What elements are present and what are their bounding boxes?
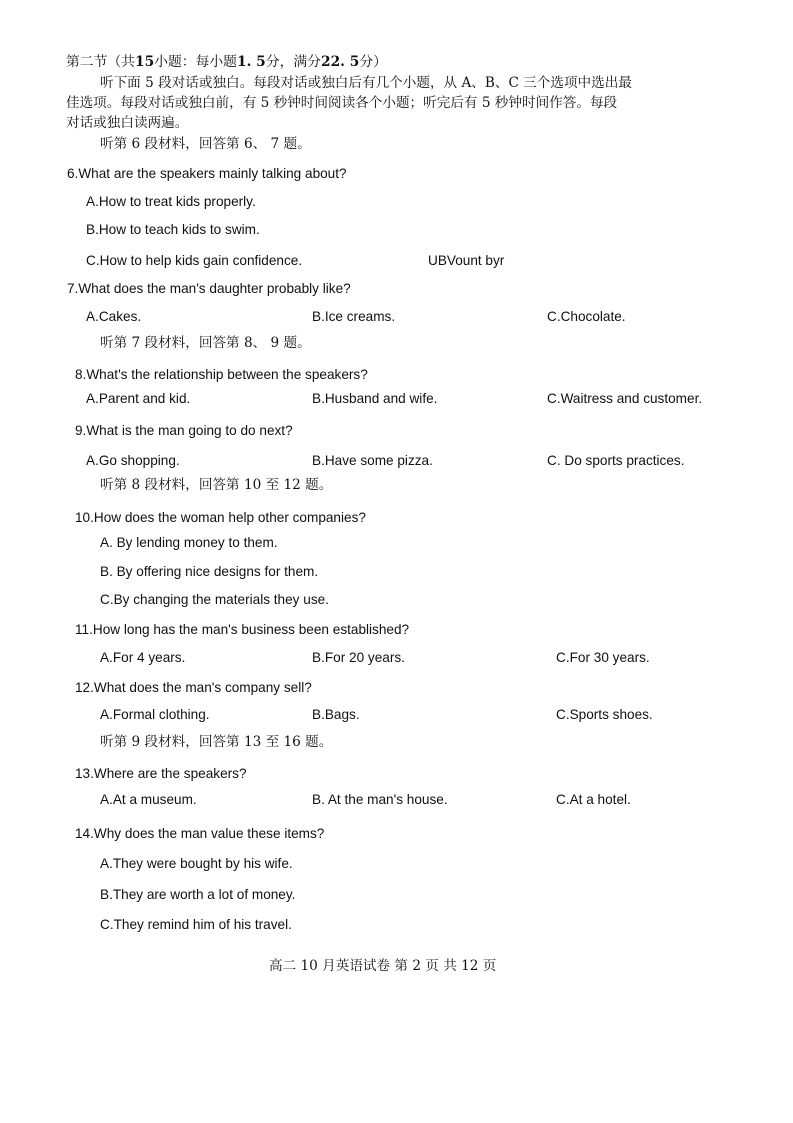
question-stem: 10.How does the woman help other companies?	[75, 510, 366, 525]
question-stem: 8.What's the relationship between the speakers?	[75, 367, 368, 382]
option-c[interactable]: C.For 30 years.	[556, 650, 650, 665]
option-b[interactable]: B. At the man's house.	[312, 792, 448, 807]
option-b[interactable]: B.How to teach kids to swim.	[86, 222, 260, 237]
option-a[interactable]: A.Go shopping.	[86, 453, 180, 468]
group-intro: 听第 6 段材料，回答第 6、 7 题。	[100, 136, 311, 152]
instructions-line-3: 对话或独白读两遍。	[66, 115, 189, 131]
option-b[interactable]: B. By offering nice designs for them.	[100, 564, 319, 579]
group-intro: 听第 8 段材料，回答第 10 至 12 题。	[100, 477, 333, 493]
option-c[interactable]: C.Waitress and customer.	[547, 391, 703, 406]
option-a[interactable]: A.At a museum.	[100, 792, 197, 807]
option-c[interactable]: C.How to help kids gain confidence.	[86, 253, 303, 268]
option-a[interactable]: A.Parent and kid.	[86, 391, 191, 406]
option-a[interactable]: A.They were bought by his wife.	[100, 856, 293, 871]
option-b[interactable]: B.Bags.	[312, 707, 360, 722]
option-c[interactable]: C. Do sports practices.	[547, 453, 685, 468]
option-a[interactable]: A.Cakes.	[86, 309, 142, 324]
option-a[interactable]: A.How to treat kids properly.	[86, 194, 256, 209]
question-stem: 11.How long has the man's business been established?	[75, 622, 410, 637]
question-stem: 6.What are the speakers mainly talking about?	[67, 166, 347, 181]
question-stem: 12.What does the man's company sell?	[75, 680, 312, 695]
option-a[interactable]: A. By lending money to them.	[100, 535, 278, 550]
question-stem: 13.Where are the speakers?	[75, 766, 247, 781]
option-a[interactable]: A.For 4 years.	[100, 650, 186, 665]
option-c[interactable]: C.They remind him of his travel.	[100, 917, 292, 932]
option-c[interactable]: C.At a hotel.	[556, 792, 631, 807]
option-c[interactable]: C.Chocolate.	[547, 309, 626, 324]
option-b[interactable]: B.Ice creams.	[312, 309, 396, 324]
option-b[interactable]: B.They are worth a lot of money.	[100, 887, 296, 902]
group-intro: 听第 7 段材料，回答第 8、 9 题。	[100, 335, 311, 351]
instructions-line-1: 听下面 5 段对话或独白。每段对话或独白后有几个小题，从 A、B、C 三个选项中选出最	[100, 75, 632, 91]
question-stem: 14.Why does the man value these items?	[75, 826, 325, 841]
option-c[interactable]: C.By changing the materials they use.	[100, 592, 329, 607]
page-footer: 高二 10 月英语试卷 第 2 页 共 12 页	[269, 958, 497, 974]
instructions-line-2: 佳选项。每段对话或独白前，有 5 秒钟时间阅读各个小题；听完后有 5 秒钟时间作答。每段	[66, 95, 618, 111]
option-c[interactable]: C.Sports shoes.	[556, 707, 653, 722]
question-stem: 7.What does the man's daughter probably like?	[67, 281, 351, 296]
question-stem: 9.What is the man going to do next?	[75, 423, 293, 438]
option-b[interactable]: B.Husband and wife.	[312, 391, 438, 406]
option-b[interactable]: B.For 20 years.	[312, 650, 405, 665]
stray-note: UBVount byr	[428, 253, 505, 268]
section-title: 第二节（共15小题：每小题1. 5分，满分22. 5分）	[66, 54, 387, 70]
group-intro: 听第 9 段材料，回答第 13 至 16 题。	[100, 734, 333, 750]
option-b[interactable]: B.Have some pizza.	[312, 453, 433, 468]
option-a[interactable]: A.Formal clothing.	[100, 707, 210, 722]
